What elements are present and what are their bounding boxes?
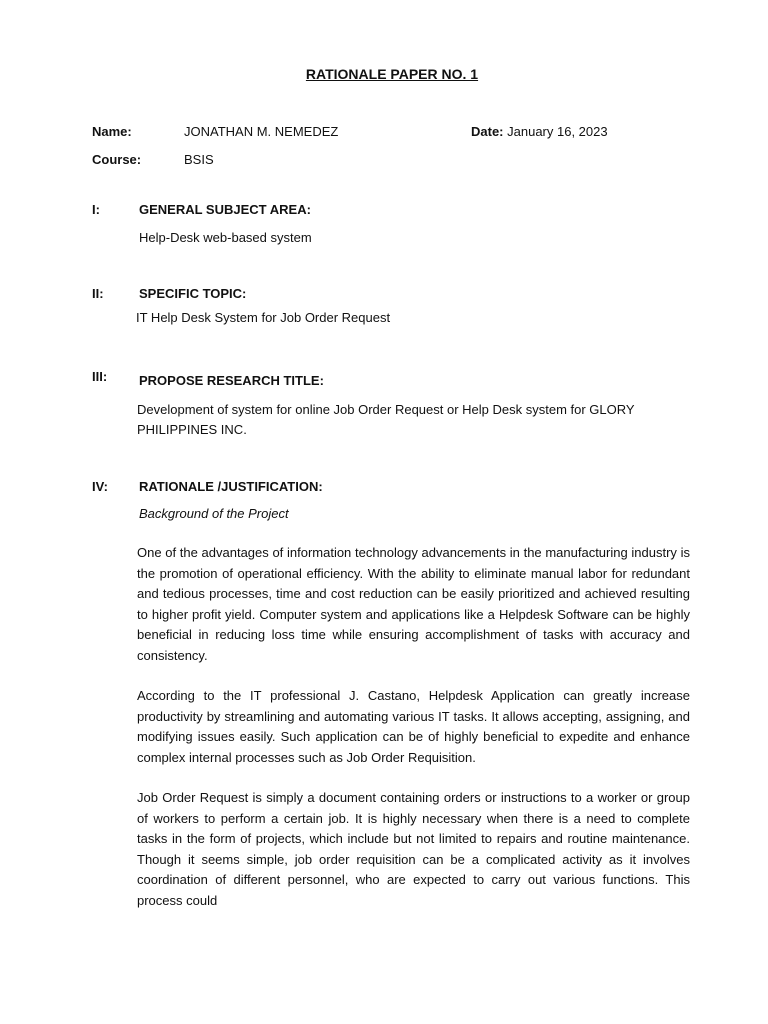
section-numeral: IV: (92, 479, 108, 494)
name-label: Name: (92, 124, 132, 139)
document-title: RATIONALE PAPER NO. 1 (305, 66, 479, 82)
course-label: Course: (92, 152, 142, 167)
body-paragraph: Job Order Request is simply a document containing orders or instructions to a worker or group of workers to perform a certain job. It is highly necessary when there is a need to complete tasks in the form of projects, which include but not limited to repairs and routine maintenance. Though it seems simple, job order requisition can be a complicated activity as it involves coordination of different personnel, who are expected to carry out various functions. This process could (137, 790, 690, 908)
section-text: IT Help Desk System for Job Order Request (136, 310, 391, 325)
section-text: Development of system for online Job Order Request or Help Desk system for GLORY PHILIPPINES INC. (137, 402, 635, 437)
section-heading: SPECIFIC TOPIC: (139, 286, 247, 301)
section-text: Help-Desk web-based system (139, 230, 312, 245)
date-label: Date: (471, 124, 504, 139)
section-heading: RATIONALE /JUSTIFICATION: (139, 479, 323, 494)
section-numeral: III: (92, 369, 108, 384)
section-subheading: Background of the Project (139, 506, 289, 521)
name-value: JONATHAN M. NEMEDEZ (184, 124, 339, 139)
date-value: January 16, 2023 (507, 124, 608, 139)
section-numeral: I: (92, 202, 100, 217)
course-value: BSIS (184, 152, 214, 167)
section-heading: GENERAL SUBJECT AREA: (139, 202, 311, 217)
section-heading: PROPOSE RESEARCH TITLE: (139, 373, 324, 388)
body-paragraph: One of the advantages of information technology advancements in the manufacturing industry is the promotion of operational efficiency. With the ability to eliminate manual labor for redundant and tedious processes, time and cost reduction can be easily prioritized and achieved resulting to higher profit yield. Computer system and applications like a Helpdesk Software can be highly beneficial in reducing loss time while ensuring accomplishment of tasks with accuracy and consistency. (137, 545, 690, 663)
section-numeral: II: (92, 286, 104, 301)
date-field (471, 124, 608, 139)
body-paragraph: According to the IT professional J. Castano, Helpdesk Application can greatly increase productivity by streamlining and automating various IT tasks. It allows accepting, assigning, and modifying issues easily. Such application can be of highly beneficial to expedite and enhance complex internal processes such as Job Order Requisition. (137, 688, 690, 765)
